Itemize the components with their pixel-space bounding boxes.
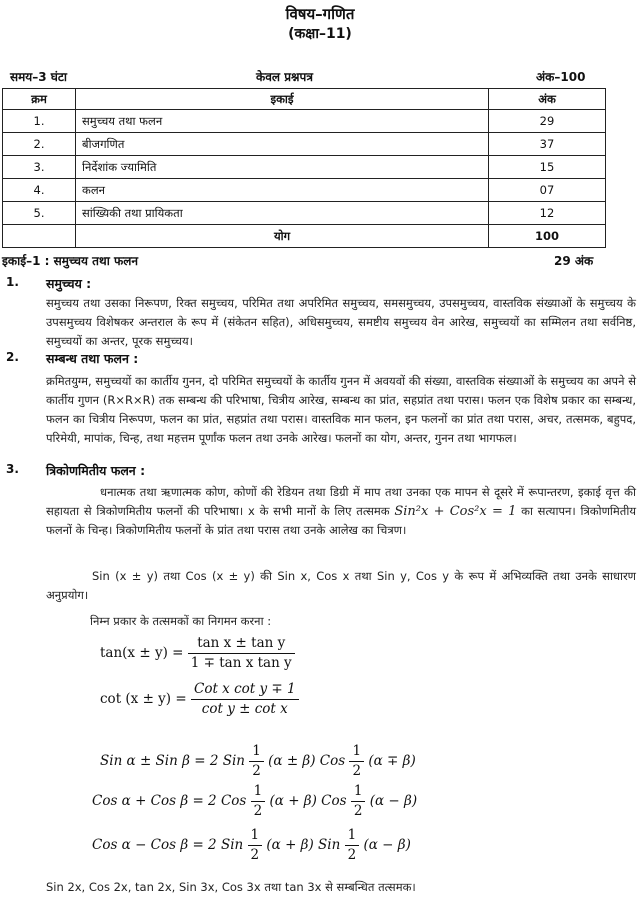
row-serial: 1.	[3, 110, 76, 133]
section-heading: त्रिकोणमितीय फलन :	[46, 463, 146, 478]
row-serial: 2.	[3, 133, 76, 156]
formula-cot-sum: cot (x ± y) = $\frac{\text{Cot x cot y ∓ 1}}{\text{cot y ± cot x}}$	[100, 680, 299, 719]
row-serial: 5.	[3, 202, 76, 225]
section-text-expansion: Sin (x ± y) तथा Cos (x ± y) की Sin x, Cos x तथा Sin y, Cos y के रूप में अभिव्यक्ति तथा उनके साधारण अनुप्रयोग।	[46, 569, 636, 602]
formula-cos-difference: Cos α − Cos β = 2 Sin $\frac{1}{2}$ (α + β) Sin $\frac{1}{2}$ (α − β)	[92, 827, 411, 863]
exam-time: समय–3 घंटा	[10, 70, 68, 84]
row-unit: बीजगणित	[76, 133, 489, 156]
column-header-marks: अंक	[489, 89, 606, 110]
formula-cos-sum: Cos α + Cos β = 2 Cos $\frac{1}{2}$ (α + β) Cos $\frac{1}{2}$ (α − β)	[92, 783, 418, 819]
exam-paper-type: केवल प्रश्नपत्र	[256, 70, 313, 84]
unit-1-title: इकाई–1 : समुच्चय तथा फलन	[2, 254, 139, 268]
section-text: समुच्चय तथा उसका निरूपण, रिक्त समुच्चय, परिमित तथा अपरिमित समुच्चय, समसमुच्चय, उपसमुच्चय, वास्तविक संख्याओं के समुच्चय के उपसमुच्चय विशेषकर अन्तराल के रूप में (संकेतन सहित), अधिसमुच्चय, समष्टीय समुच्चय वेन आरेख, समुच्चयों का सम्मिलन तथा सर्वनिष्ठ, समुच्चयों का अन्तर, पूरक समुच्चय।	[46, 296, 636, 348]
table-header-row	[3, 89, 606, 110]
table-row	[3, 179, 606, 202]
table-row	[3, 110, 606, 133]
identity-formula: Sin²x + Cos²x = 1	[394, 504, 517, 519]
column-header-serial: क्रम	[3, 89, 76, 110]
formula-sin-sum: Sin α ± Sin β = 2 Sin $\frac{1}{2}$ (α ± β) Cos $\frac{1}{2}$ (α ∓ β)	[100, 743, 416, 779]
unit-1-marks: 29 अंक	[554, 254, 594, 268]
footer-identities-text: Sin 2x, Cos 2x, tan 2x, Sin 3x, Cos 3x तथा tan 3x से सम्बन्धित तत्समक।	[46, 880, 416, 894]
section-text-intro: धनात्मक तथा ऋणात्मक कोण, कोणों की रेडियन तथा डिग्री में माप तथा उनका एक मापन से दूसरे में रूपान्तरण, इकाई वृत्त की सहायता से त्रिकोणमितीय फलनों की परिभाषा। x के सभी मानों के लिए तत्समक Sin²x + Cos²x = 1 का सत्यापन। त्रिकोणमितीय फलनों के चिन्ह। त्रिकोणमितीय फलनों के प्रांत तथा परास तथा उनके आलेख का चित्रण।	[46, 485, 636, 537]
row-serial: 4.	[3, 179, 76, 202]
section-number: 2.	[6, 350, 19, 364]
section-text: क्रमितयुग्म, समुच्चयों का कार्तीय गुनन, दो परिमित समुच्चयों के कार्तीय गुनन में अवयवों की संख्या, वास्तविक संख्याओं के समुच्चय का अपने से कार्तीय गुणन (R×R×R) तक सम्बन्ध की परिभाषा, चित्रीय आरेख, सम्बन्ध का प्रांत, सहप्रांत तथा परास। फलन एक विशेष प्रकार का सम्बन्ध, फलन का चित्रीय निरूपण, फलन का प्रांत, सहप्रांत तथा परास। वास्तविक मान फलन, इन फलनों का प्रांत तथा परास, अचर, तत्समक, बहुपद, परिमेयी, मापांक, चिन्ह, तथा महत्तम पूर्णांक फलन तथा उनके आरेख। फलनों का योग, अन्तर, गुनन तथा भागफल।	[46, 374, 636, 445]
table-total-row	[3, 225, 606, 248]
row-unit: कलन	[76, 179, 489, 202]
section-heading: सम्बन्ध तथा फलन :	[46, 351, 139, 366]
exam-total-marks: अंक–100	[536, 70, 586, 84]
row-serial: 3.	[3, 156, 76, 179]
total-marks: 100	[489, 225, 606, 248]
row-marks: 07	[489, 179, 606, 202]
formula-tan-sum: tan(x ± y) = $\frac{\text{tan x ± tan y}}{\text{1 ∓ tan x tan y}}$	[100, 634, 295, 673]
row-marks: 15	[489, 156, 606, 179]
column-header-unit: इकाई	[76, 89, 489, 110]
table-row	[3, 202, 606, 225]
section-text-derive: निम्न प्रकार के तत्समकों का निगमन करना :	[90, 614, 272, 628]
document-class-title: (कक्षा–11)	[288, 26, 352, 42]
row-unit: समुच्चय तथा फलन	[76, 110, 489, 133]
unit-marks-table	[2, 88, 606, 248]
row-marks: 29	[489, 110, 606, 133]
section-number: 1.	[6, 275, 19, 289]
section-number: 3.	[6, 462, 19, 476]
row-unit: सांख्यिकी तथा प्रायिकता	[76, 202, 489, 225]
total-label: योग	[76, 225, 489, 248]
row-marks: 37	[489, 133, 606, 156]
row-marks: 12	[489, 202, 606, 225]
document-subject-title: विषय–गणित	[285, 5, 355, 23]
row-unit: निर्देशांक ज्यामिति	[76, 156, 489, 179]
table-row	[3, 133, 606, 156]
section-heading: समुच्चय :	[46, 276, 92, 291]
table-row	[3, 156, 606, 179]
